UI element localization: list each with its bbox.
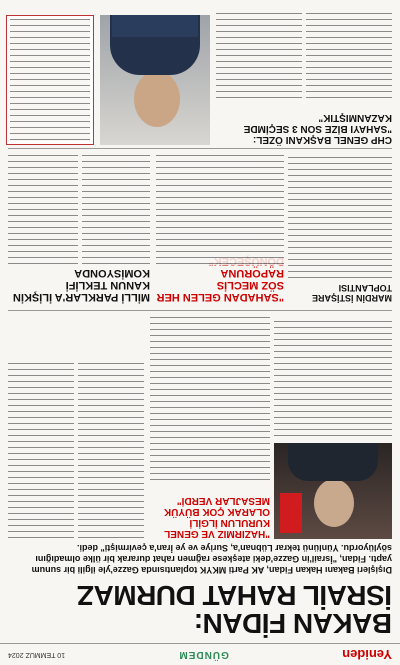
pull-quote: "HAZIRMIZ VE GENEL KURULUN İLGİLİ OLARAK ÇOK BÜYÜK MESAJLAR VERDİ" bbox=[163, 495, 270, 539]
article-deck: Dışişleri Bakanı Hakan Fidan, AK Parti MKYK toplantısında Gazze'yle ilgili bir sunum yaptı. Fidan, "İsrail'in Gazze'deki ateşkese rağmen rahat durarak bir ülke olmadığını söylüyordu. Yünlünü tekrar Lübnan'a, Suriye ve ye İran'a çevirmişti" dedi. bbox=[31, 543, 392, 575]
photo-suit bbox=[288, 443, 378, 481]
headline-line-1: BAKAN FİDAN: bbox=[194, 608, 392, 639]
issue-date: 10 TEMMUZ 2024 bbox=[8, 651, 66, 658]
secondary-headline-1: MİLLİ PARKLAR'A İLİŞKİN KANUN TEKLİFİ KOMİSYONDA bbox=[12, 267, 150, 303]
secondary-headline-4: CHP GENEL BAŞKANI ÖZEL: "SAHAYI BİZE SON 3 SEÇİMDE KAZANMIŞTIK" bbox=[243, 112, 392, 145]
main-headline bbox=[8, 581, 392, 637]
speaker-photo bbox=[100, 15, 210, 145]
secondary-headline-2: "SAHADAN GELEN HER SÖZ MECLİS RAPORUNA bbox=[156, 267, 284, 303]
photo-podium bbox=[112, 15, 198, 37]
divider bbox=[8, 310, 392, 311]
masthead bbox=[0, 643, 400, 665]
minister-photo bbox=[274, 443, 392, 539]
text-column-8 bbox=[288, 153, 392, 279]
section-label: GÜNDEM bbox=[178, 649, 229, 660]
newspaper-logo: Yeniden bbox=[342, 647, 392, 662]
pull-quote-box bbox=[150, 487, 270, 539]
text-column-1 bbox=[78, 359, 144, 539]
text-column-6 bbox=[8, 153, 78, 265]
secondary-headline-3: MARDİN İSTİŞARE TOPLANTISI bbox=[311, 283, 392, 303]
text-column-2 bbox=[8, 359, 74, 539]
text-column-9 bbox=[306, 9, 392, 99]
text-column-11 bbox=[10, 19, 90, 141]
text-column-7 bbox=[156, 153, 284, 265]
text-column-10 bbox=[216, 9, 302, 99]
divider bbox=[8, 148, 392, 149]
photo-head bbox=[134, 71, 180, 127]
text-column-4 bbox=[150, 317, 270, 481]
text-column-3 bbox=[274, 317, 392, 437]
text-column-5 bbox=[82, 153, 150, 265]
headline-line-2: İSRAİL RAHAT DURMAZ bbox=[77, 580, 392, 611]
flag-decoration bbox=[280, 493, 302, 533]
side-text-box bbox=[6, 15, 94, 145]
photo-face bbox=[314, 479, 354, 527]
